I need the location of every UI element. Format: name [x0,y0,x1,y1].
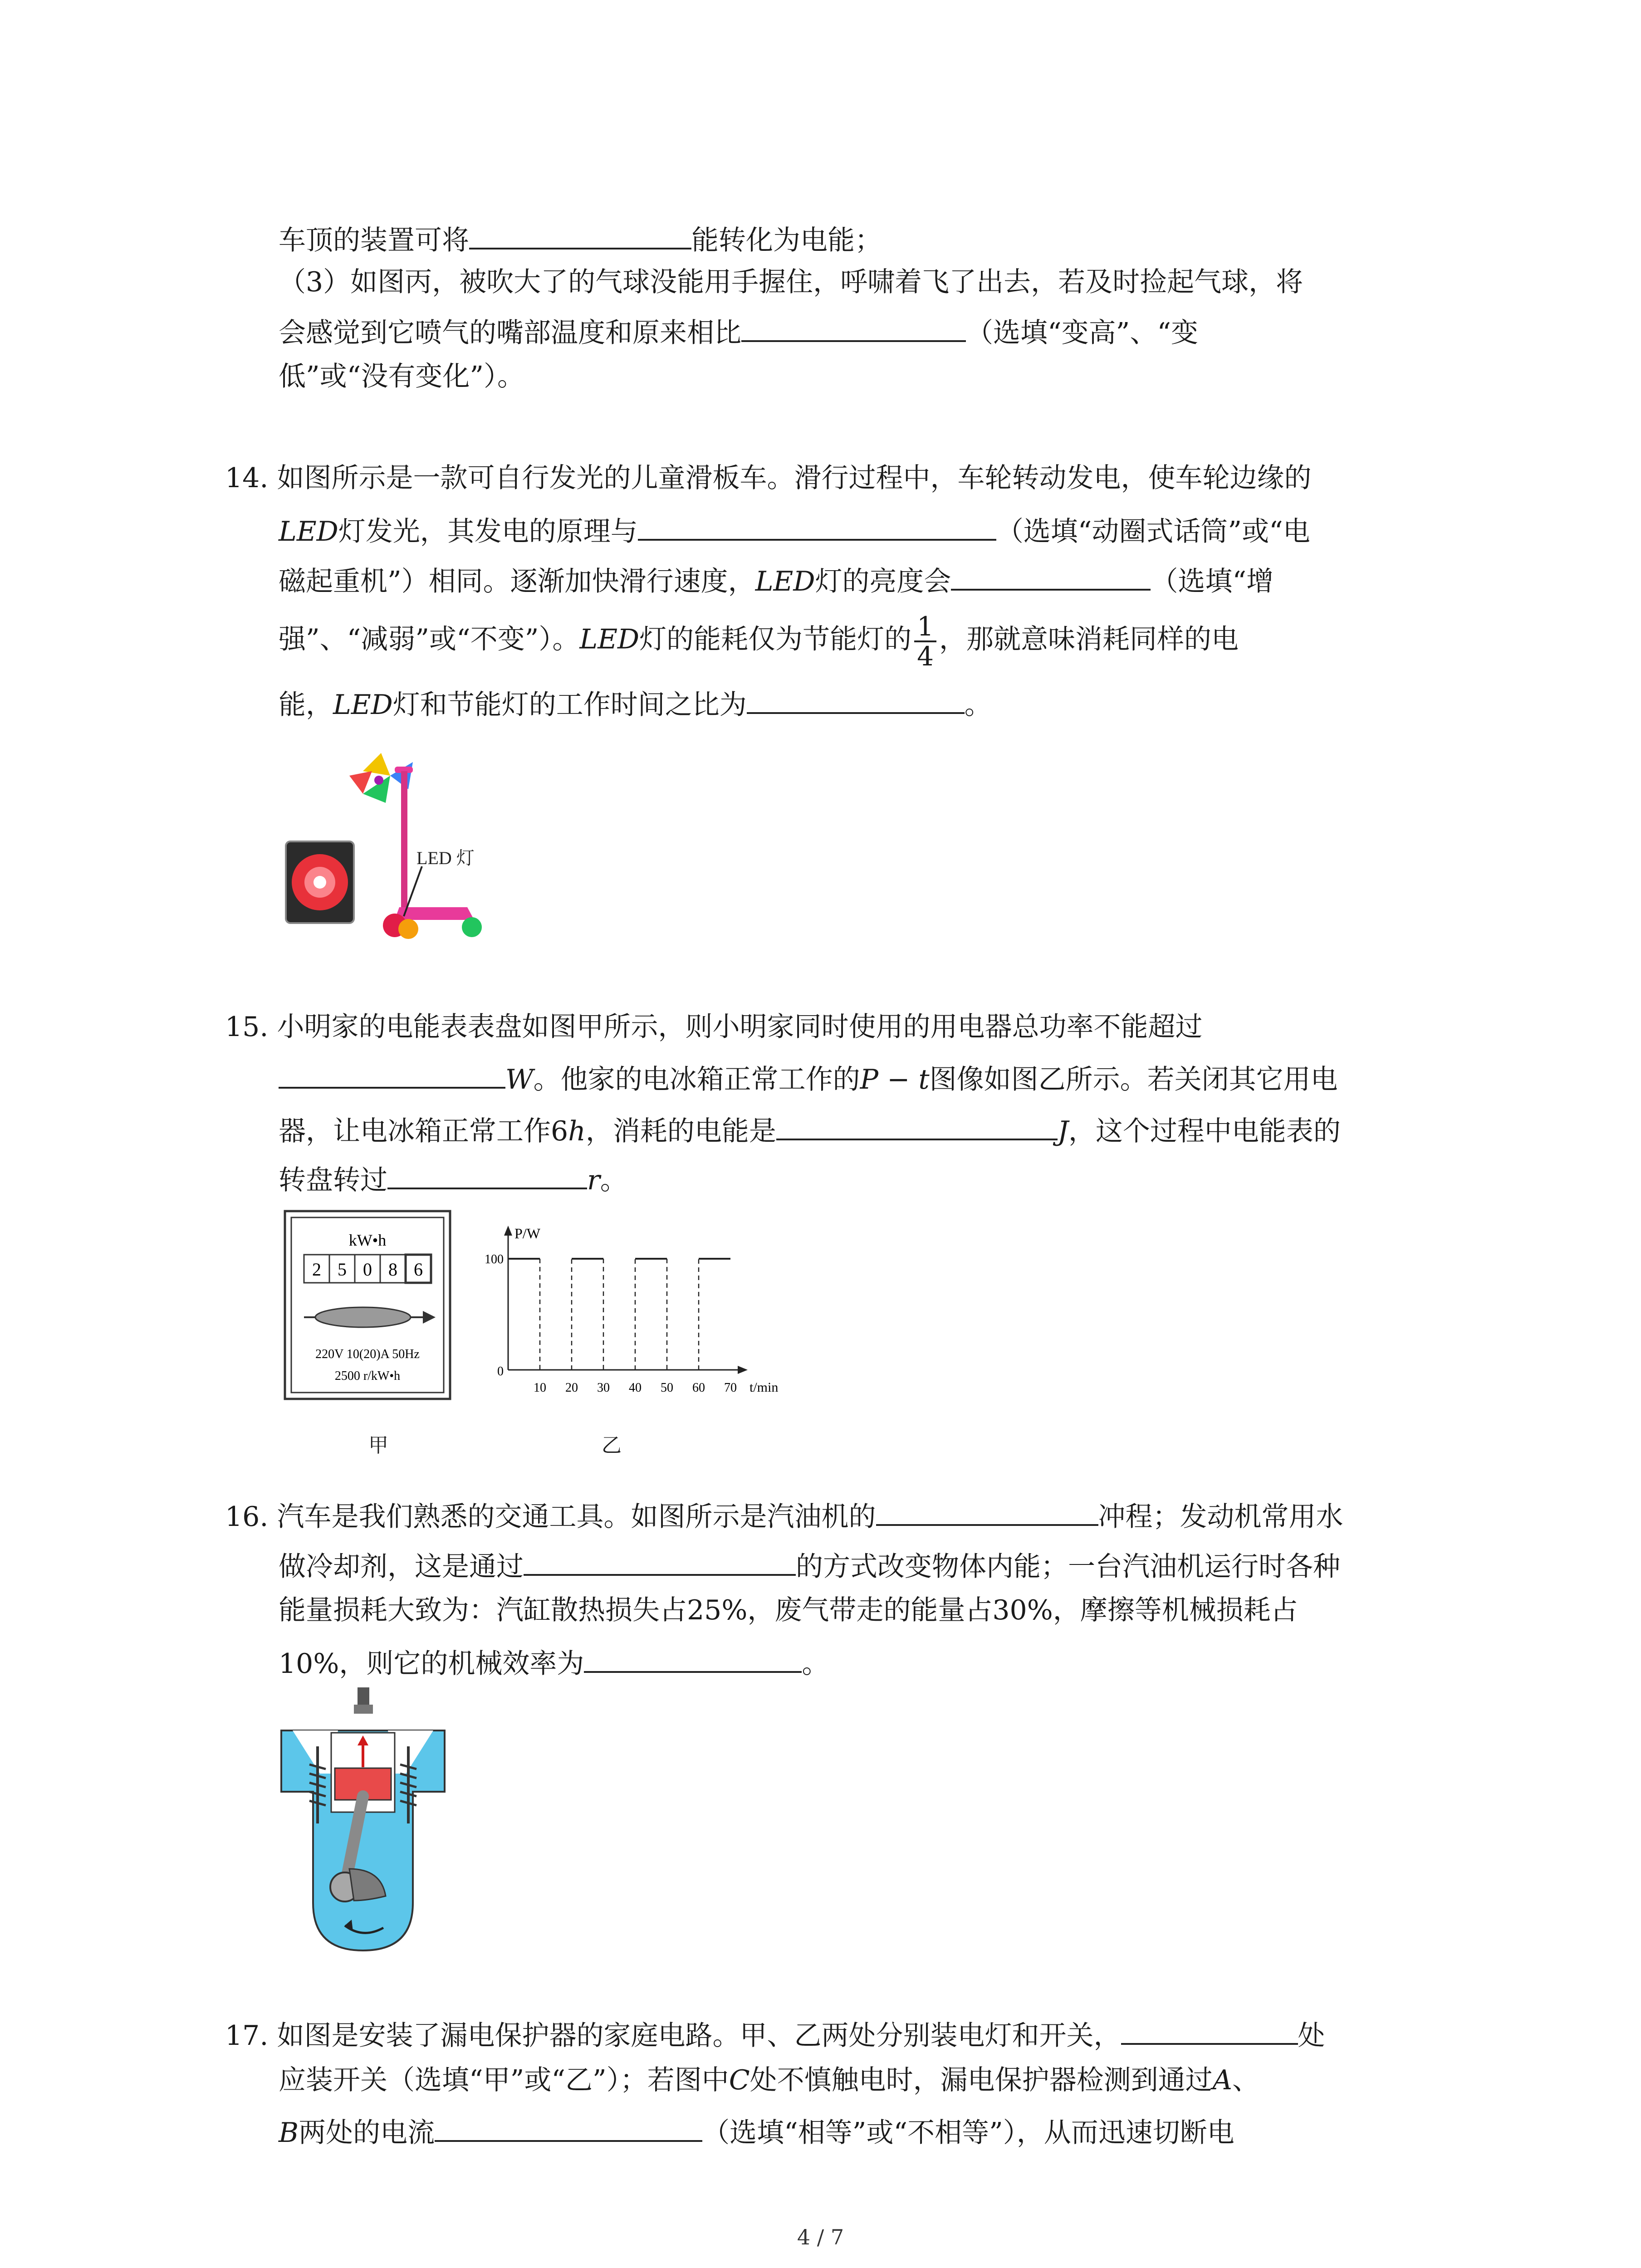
q14-line-4: 强”、“减弱”或“不变”）。LED灯的能耗仅为节能灯的 $\frac{1}{4}$ ，那就意味消耗同样的电 [279,611,1239,672]
top-line-1: 车顶的装置可将 能转化为电能； [279,219,882,259]
spark-plug-icon [358,1687,369,1706]
answer-blank[interactable] [741,311,966,342]
scooter-stem [401,771,407,907]
meter-spec: 220V 10(20)A 50Hz [315,1347,420,1361]
answer-blank[interactable] [387,1158,587,1189]
q15-line-1: 15. 小明家的电能表表盘如图甲所示，则小明家同时使用的用电器总功率不能超过 [225,1011,1203,1043]
q17-line-1: 17. 如图是安装了漏电保护器的家庭电路。甲、乙两处分别装电灯和开关， 处 [225,2014,1325,2054]
q14-line-5: 能，LED灯和节能灯的工作时间之比为 。 [279,683,992,723]
answer-blank[interactable] [1121,2014,1298,2045]
answer-blank[interactable] [435,2111,702,2142]
fraction-one-quarter: $\frac{1}{4}$ [914,612,936,670]
meter-revolutions: 2500 r/kW•h [334,1369,401,1383]
q14-line-3: 磁起重机”）相同。逐渐加快滑行速度，LED灯的亮度会 （选填“增 [279,560,1274,600]
led-label: LED 灯 [416,848,475,868]
x-axis-arrow [738,1366,748,1374]
page-number: 4 / 7 [797,2225,844,2249]
x-tick-label: 70 [724,1381,737,1395]
answer-blank[interactable] [776,1110,1058,1140]
scooter-figure [272,744,508,962]
answer-blank[interactable] [747,683,965,714]
x-tick-label: 50 [661,1381,673,1395]
y-axis-arrow [504,1226,512,1236]
meter-unit: kW•h [348,1231,387,1249]
answer-blank[interactable] [469,219,691,249]
q15-line-2: W。他家的电冰箱正常工作的P − t图像如图乙所示。若关闭其它用电 [279,1058,1338,1098]
meter-digit: 0 [363,1259,372,1280]
q16-line-2: 做冷却剂，这是通过 的方式改变物体内能；一台汽油机运行时各种 [279,1545,1340,1585]
q16-line-1: 16. 汽车是我们熟悉的交通工具。如图所示是汽油机的 冲程；发动机常用水 [225,1495,1343,1535]
answer-blank[interactable] [524,1545,796,1576]
engine-figure [277,1687,449,1960]
q16-line-4: 10%，则它的机械效率为 。 [279,1642,829,1682]
meter-digit: 2 [312,1259,321,1280]
x-axis-label: t/min [749,1380,779,1395]
top-line-4: 低”或“没有变化”）。 [279,361,525,392]
caption-yi: 乙 [602,1434,622,1457]
rear-wheel [462,917,482,937]
q16-line-3: 能量损耗大致为：汽缸散热损失占25%，废气带走的能量占30%，摩擦等机械损耗占 [279,1594,1298,1626]
x-tick-label: 60 [692,1381,705,1395]
q17-line-2: 应装开关（选填“甲”或“乙”）；若图中C处不慎触电时，漏电保护器检测到通过A、 [279,2064,1259,2096]
top-line-2: （3）如图丙，被吹大了的气球没能用手握住，呼啸着飞了出去，若及时捡起气球，将 [279,266,1303,298]
y-axis-label: P/W [514,1225,540,1242]
q14-line-2: LED灯发光，其发电的原理与 （选填“动圈式话筒”或“电 [279,510,1310,550]
q14-line-1: 14. 如图所示是一款可自行发光的儿童滑板车。滑行过程中，车轮转动发电，使车轮边缘的 [225,462,1312,494]
meter-digits [304,1255,431,1283]
y-tick-label: 100 [485,1252,504,1266]
answer-blank[interactable] [876,1495,1098,1526]
x-tick-label: 20 [565,1381,578,1395]
answer-blank[interactable] [584,1642,802,1673]
q15-line-4: 转盘转过 r。 [279,1158,627,1198]
q17-line-3: B两处的电流 （选填“相等”或“不相等”），从而迅速切断电 [279,2111,1234,2151]
x-tick-label: 30 [597,1381,610,1395]
answer-blank[interactable] [279,1058,505,1089]
energy-meter-figure [281,1208,454,1408]
caption-jia: 甲 [368,1434,388,1457]
answer-blank[interactable] [951,560,1151,591]
answer-blank[interactable] [638,510,996,541]
x-tick-label: 40 [629,1381,642,1395]
q15-line-3: 器，让电冰箱正常工作6h，消耗的电能是 J，这个过程中电能表的 [279,1110,1341,1149]
meter-digit: 5 [338,1259,347,1280]
origin-label: 0 [497,1364,504,1378]
meter-digit: 6 [414,1259,423,1280]
meter-digit: 8 [388,1259,397,1280]
x-tick-label: 10 [534,1381,546,1395]
power-time-graph [472,1220,798,1411]
top-line-3: 会感觉到它喷气的嘴部温度和原来相比 （选填“变高”、“变 [279,311,1198,351]
